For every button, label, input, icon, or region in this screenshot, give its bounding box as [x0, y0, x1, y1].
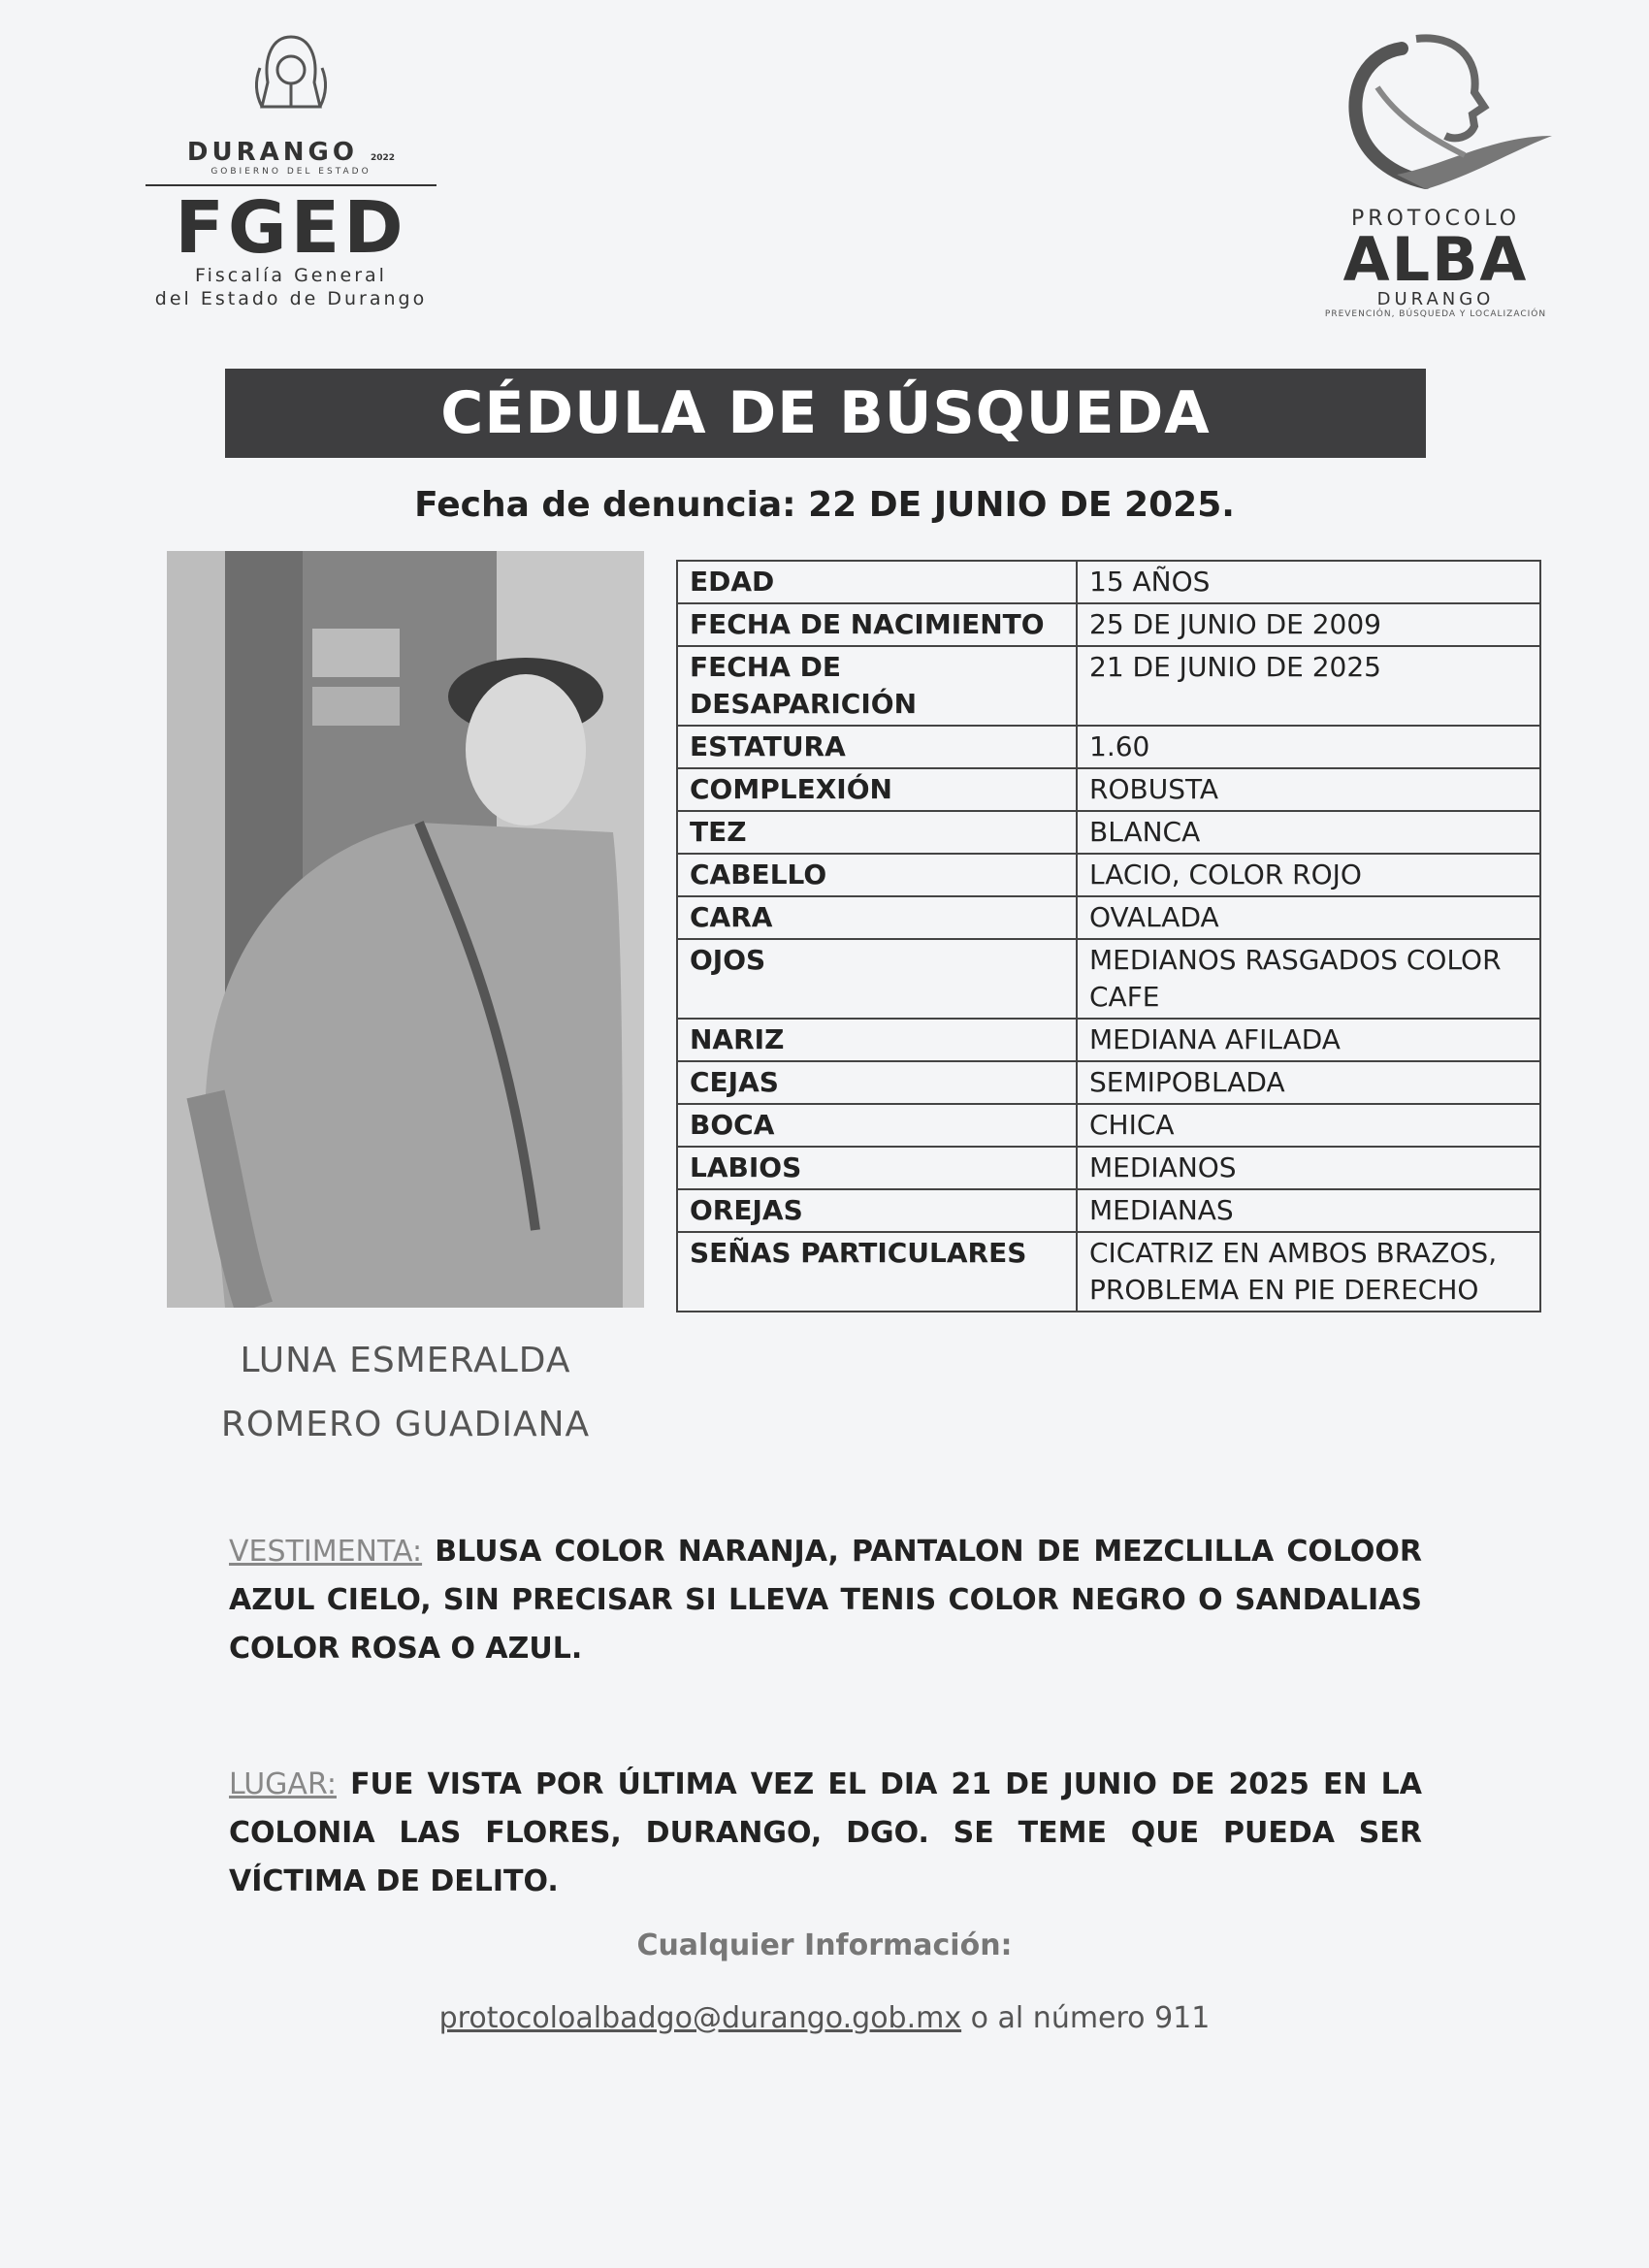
detail-value: SEMIPOBLADA	[1077, 1061, 1540, 1104]
detail-row	[677, 561, 1540, 603]
detail-value: CICATRIZ EN AMBOS BRAZOS, PROBLEMA EN PIE DERECHO	[1077, 1232, 1540, 1312]
detail-value: MEDIANAS	[1077, 1189, 1540, 1232]
logo-agency-line1: Fiscalía General	[195, 265, 387, 286]
contact-email-link[interactable]: protocoloalbadgo@durango.gob.mx	[438, 2001, 962, 2035]
detail-label: OJOS	[677, 939, 1077, 1019]
detail-label: NARIZ	[677, 1019, 1077, 1061]
detail-row	[677, 939, 1540, 1019]
detail-value: LACIO, COLOR ROJO	[1077, 854, 1540, 896]
document-title: CÉDULA DE BÚSQUEDA	[225, 369, 1426, 458]
detail-row	[677, 1189, 1540, 1232]
logo-alba: ALBA	[1342, 224, 1529, 295]
detail-row	[677, 1061, 1540, 1104]
logo-government: GOBIERNO DEL ESTADO	[210, 167, 372, 177]
detail-row	[677, 603, 1540, 646]
person-name	[167, 1329, 644, 1457]
detail-value: OVALADA	[1077, 896, 1540, 939]
detail-row	[677, 1019, 1540, 1061]
detail-label: CEJAS	[677, 1061, 1077, 1104]
protocolo-alba-logo	[1290, 29, 1581, 330]
detail-value: MEDIANA AFILADA	[1077, 1019, 1540, 1061]
detail-label: COMPLEXIÓN	[677, 768, 1077, 811]
person-name-line1: LUNA ESMERALDA	[240, 1341, 571, 1380]
logo-state-year: 2022	[371, 153, 396, 163]
fged-logo	[126, 29, 456, 320]
logo-alba-state: DURANGO	[1376, 289, 1495, 309]
detail-row	[677, 896, 1540, 939]
location-text: FUE VISTA POR ÚLTIMA VEZ EL DIA 21 DE JUNIO DE 2025 EN LA COLONIA LAS FLORES, DURANGO, DGO. SE TEME QUE PUEDA SER VÍCTIMA DE DELITO.	[229, 1767, 1422, 1898]
person-details-table	[676, 560, 1541, 1312]
clothing-description	[229, 1528, 1422, 1673]
contact-label: Cualquier Información:	[636, 1928, 1013, 1962]
logo-protocol: PROTOCOLO	[1350, 207, 1521, 231]
detail-value: MEDIANOS	[1077, 1147, 1540, 1189]
detail-value: BLANCA	[1077, 811, 1540, 854]
detail-value: 21 DE JUNIO DE 2025	[1077, 646, 1540, 726]
logo-alba-tagline: PREVENCIÓN, BÚSQUEDA Y LOCALIZACIÓN	[1324, 309, 1547, 319]
person-photo-image	[167, 551, 644, 1308]
detail-value: MEDIANOS RASGADOS COLOR CAFE	[1077, 939, 1540, 1019]
detail-row	[677, 854, 1540, 896]
clothing-label: VESTIMENTA:	[229, 1535, 423, 1569]
clothing-text: BLUSA COLOR NARANJA, PANTALON DE MEZCLILLA COLOOR AZUL CIELO, SIN PRECISAR SI LLEVA TENIS COLOR NEGRO O SANDALIAS COLOR ROSA O AZUL.	[229, 1535, 1422, 1666]
detail-row	[677, 811, 1540, 854]
detail-value: 15 AÑOS	[1077, 561, 1540, 603]
location-label: LUGAR:	[229, 1767, 337, 1801]
detail-label: LABIOS	[677, 1147, 1077, 1189]
detail-row	[677, 1232, 1540, 1312]
detail-label: CABELLO	[677, 854, 1077, 896]
contact-phone-text: o al número 911	[970, 2001, 1211, 2035]
detail-label: TEZ	[677, 811, 1077, 854]
detail-row	[677, 768, 1540, 811]
detail-value: 1.60	[1077, 726, 1540, 768]
detail-value: ROBUSTA	[1077, 768, 1540, 811]
logo-acronym: FGED	[175, 186, 407, 270]
detail-label: SEÑAS PARTICULARES	[677, 1232, 1077, 1312]
detail-label: CARA	[677, 896, 1077, 939]
detail-label: ESTATURA	[677, 726, 1077, 768]
detail-row	[677, 1104, 1540, 1147]
location-description	[229, 1761, 1422, 1906]
detail-label: BOCA	[677, 1104, 1077, 1147]
logo-agency-line2: del Estado de Durango	[154, 288, 428, 309]
detail-row	[677, 726, 1540, 768]
report-date: Fecha de denuncia: 22 DE JUNIO DE 2025.	[414, 485, 1235, 525]
detail-label: FECHA DE DESAPARICIÓN	[677, 646, 1077, 726]
detail-label: FECHA DE NACIMIENTO	[677, 603, 1077, 646]
detail-value: CHICA	[1077, 1104, 1540, 1147]
detail-value: 25 DE JUNIO DE 2009	[1077, 603, 1540, 646]
detail-row	[677, 1147, 1540, 1189]
detail-label: OREJAS	[677, 1189, 1077, 1232]
contact-line	[0, 2001, 1649, 2035]
detail-label: EDAD	[677, 561, 1077, 603]
detail-row	[677, 646, 1540, 726]
missing-person-photo	[167, 551, 644, 1308]
alba-woman-profile-icon	[1310, 29, 1562, 199]
durango-seal-icon	[242, 29, 340, 126]
logo-state: DURANGO	[186, 138, 358, 167]
person-name-line2: ROMERO GUADIANA	[220, 1405, 591, 1444]
